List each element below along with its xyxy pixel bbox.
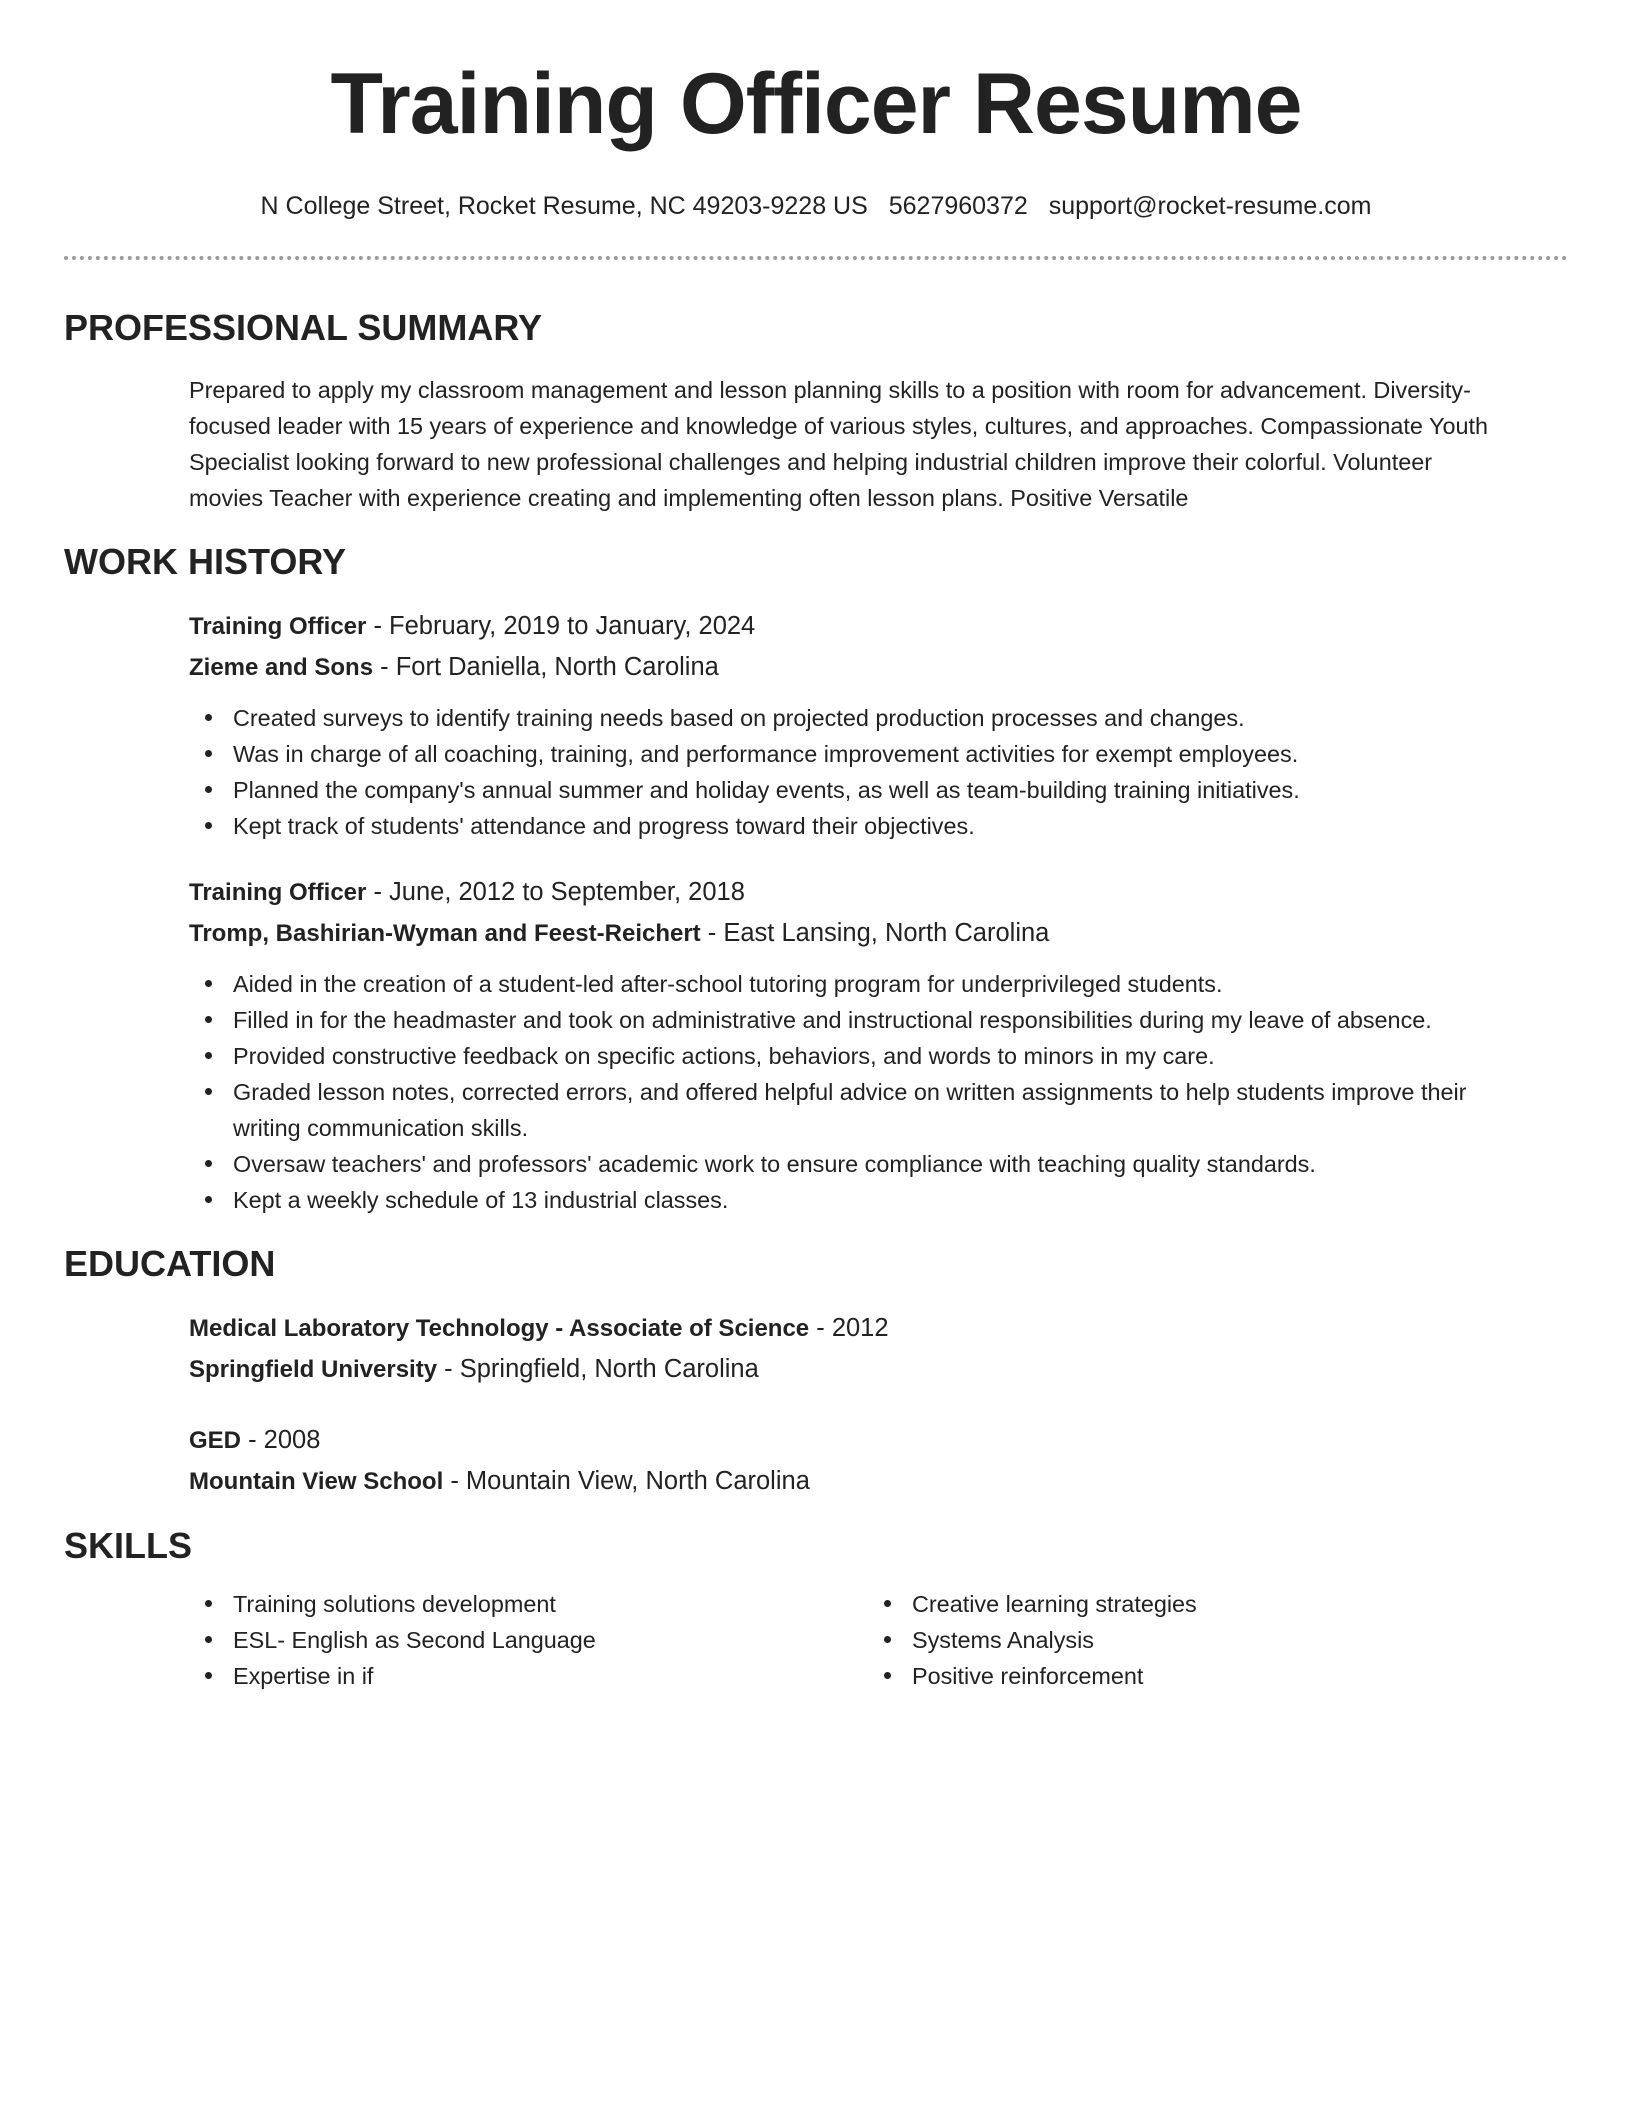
degree: Medical Laboratory Technology - Associate of Science (189, 1315, 810, 1342)
contact-phone: 5627960372 (888, 192, 1028, 220)
degree-year: - 2012 (809, 1314, 889, 1342)
job-title: Training Officer (189, 879, 367, 906)
summary-line: movies Teacher with experience creating and implementing often lesson plans. Positive Versatile (189, 485, 1189, 511)
job-company: Tromp, Bashirian-Wyman and Feest-Reichert (189, 920, 701, 947)
work-history-heading: WORK HISTORY (64, 541, 347, 582)
education-entry (64, 1308, 1568, 1390)
school: Springfield University (189, 1356, 438, 1383)
summary-line: Prepared to apply my classroom management and lesson planning skills to a position with room for advancement. Diversity- (189, 377, 1471, 403)
skill-item: Training solutions development (189, 1586, 868, 1622)
job-title-line (189, 872, 1568, 913)
contact-address: N College Street, Rocket Resume, NC 49203-9228 US (260, 192, 868, 220)
degree-line (189, 1308, 1568, 1349)
skill-item: Positive reinforcement (868, 1658, 1568, 1694)
school-line (189, 1461, 1568, 1502)
list-item: Oversaw teachers' and professors' academic work to ensure compliance with teaching quality standards. (189, 1146, 1568, 1182)
list-item-continuation: writing communication skills. (233, 1115, 529, 1141)
skill-item: Systems Analysis (868, 1622, 1568, 1658)
summary-heading: PROFESSIONAL SUMMARY (64, 307, 543, 348)
list-item: Was in charge of all coaching, training, and performance improvement activities for exempt employees. (189, 736, 1568, 772)
skills-heading: SKILLS (64, 1525, 193, 1566)
list-item: Filled in for the headmaster and took on administrative and instructional responsibilities during my leave of absence. (189, 1002, 1568, 1038)
school-location: - Mountain View, North Carolina (443, 1467, 810, 1495)
school-line (189, 1349, 1568, 1390)
list-item: Kept a weekly schedule of 13 industrial classes. (189, 1182, 1568, 1218)
skills-grid (64, 1586, 1568, 1694)
job-dates: - February, 2019 to January, 2024 (366, 612, 756, 640)
skills-list-right (868, 1586, 1568, 1694)
degree: GED (189, 1427, 242, 1454)
resume-title: Training Officer Resume (330, 56, 1302, 152)
job-company-line (189, 647, 1568, 688)
job-location: - East Lansing, North Carolina (700, 919, 1050, 947)
degree-line (189, 1420, 1568, 1461)
skills-list-left (189, 1586, 868, 1694)
job-title: Training Officer (189, 613, 367, 640)
list-item: Kept track of students' attendance and progress toward their objectives. (189, 808, 1568, 844)
degree-year: - 2008 (241, 1426, 321, 1454)
summary-line: focused leader with 15 years of experience and knowledge of various styles, cultures, and approaches. Compassionate Youth (189, 413, 1488, 439)
header-divider (64, 256, 1568, 260)
job-duties-list (189, 700, 1568, 844)
summary-text (64, 372, 1568, 516)
school: Mountain View School (189, 1468, 444, 1495)
job-dates: - June, 2012 to September, 2018 (366, 878, 745, 906)
job-entry (64, 872, 1568, 1218)
job-company-line (189, 913, 1568, 954)
list-item: Created surveys to identify training needs based on projected production processes and changes. (189, 700, 1568, 736)
list-item: Planned the company's annual summer and holiday events, as well as team-building training initiatives. (189, 772, 1568, 808)
education-entry (64, 1420, 1568, 1502)
job-company: Zieme and Sons (189, 654, 374, 681)
skill-item: Creative learning strategies (868, 1586, 1568, 1622)
job-duties-list (189, 966, 1568, 1218)
skill-item: Expertise in if (189, 1658, 868, 1694)
list-item: Aided in the creation of a student-led after-school tutoring program for underprivileged students. (189, 966, 1568, 1002)
job-location: - Fort Daniella, North Carolina (373, 653, 719, 681)
list-item: Provided constructive feedback on specific actions, behaviors, and words to minors in my care. (189, 1038, 1568, 1074)
education-heading: EDUCATION (64, 1243, 276, 1284)
contact-email: support@rocket-resume.com (1048, 192, 1372, 220)
summary-line: Specialist looking forward to new professional challenges and helping industrial children improve their colorful. Volunteer (189, 449, 1433, 475)
school-location: - Springfield, North Carolina (437, 1355, 759, 1383)
contact-line (64, 190, 1568, 222)
list-item: Graded lesson notes, corrected errors, and offered helpful advice on written assignments to help students improve their (189, 1074, 1568, 1110)
job-title-line (189, 606, 1568, 647)
skill-item: ESL- English as Second Language (189, 1622, 868, 1658)
job-entry (64, 606, 1568, 844)
